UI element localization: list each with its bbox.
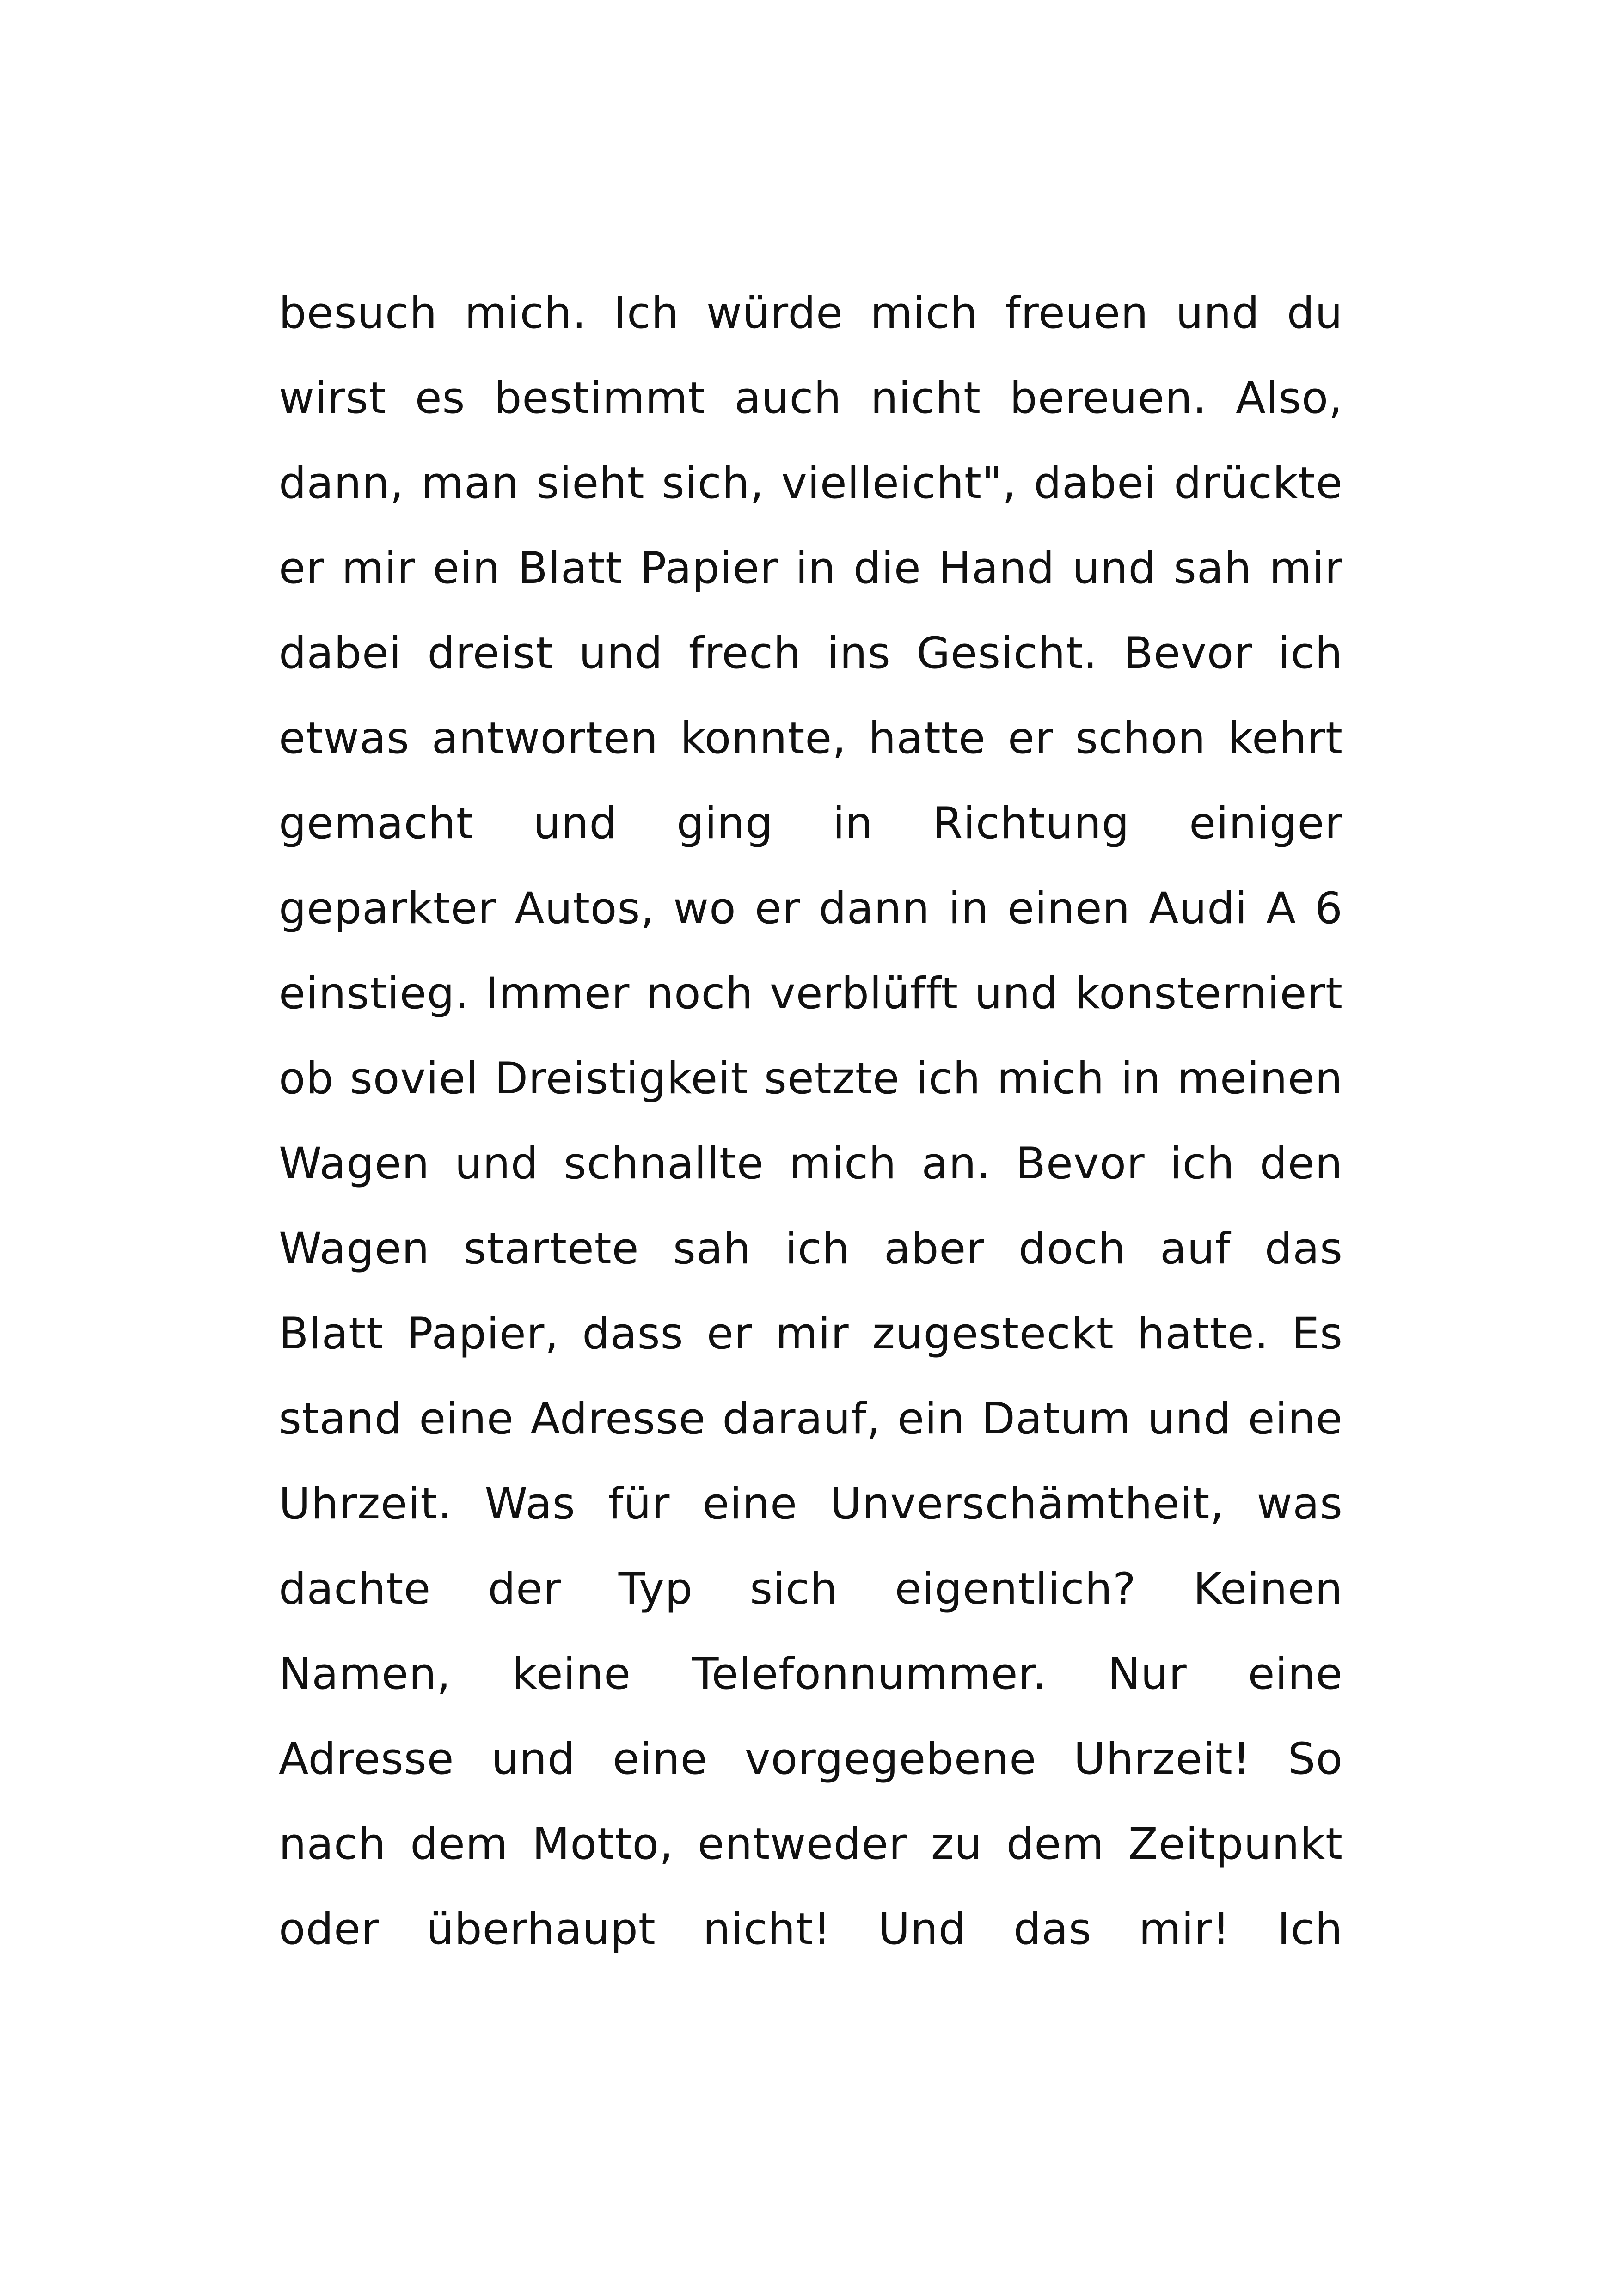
text-line: gemacht und ging in Richtung einiger: [279, 798, 1343, 849]
text-line: Wagen und schnallte mich an. Bevor ich den: [279, 1139, 1343, 1189]
text-line: ob soviel Dreistigkeit setzte ich mich in meinen: [279, 1053, 1343, 1104]
text-line: einstieg. Immer noch verblüfft und konsterniert: [279, 968, 1343, 1019]
text-line: etwas antworten konnte, hatte er schon kehrt: [279, 713, 1343, 764]
text-line: wirst es bestimmt auch nicht bereuen. Also,: [279, 373, 1343, 423]
text-line: Namen, keine Telefonnummer. Nur eine: [279, 1649, 1343, 1699]
text-line: er mir ein Blatt Papier in die Hand und sah mir: [279, 543, 1343, 594]
text-line: dabei dreist und frech ins Gesicht. Bevor ich: [279, 628, 1343, 679]
text-line: dann, man sieht sich, vielleicht", dabei drückte: [279, 458, 1343, 508]
text-line: Adresse und eine vorgegebene Uhrzeit! So: [279, 1734, 1343, 1784]
text-line: Blatt Papier, dass er mir zugesteckt hatte. Es: [279, 1309, 1343, 1359]
text-line: nach dem Motto, entweder zu dem Zeitpunkt: [279, 1819, 1343, 1869]
text-line: Wagen startete sah ich aber doch auf das: [279, 1224, 1343, 1274]
body-text: [279, 283, 1343, 1984]
text-line: besuch mich. Ich würde mich freuen und du: [279, 288, 1343, 338]
text-line: stand eine Adresse darauf, ein Datum und eine: [279, 1394, 1343, 1444]
text-line: dachte der Typ sich eigentlich? Keinen: [279, 1564, 1343, 1614]
text-line: oder überhaupt nicht! Und das mir! Ich: [279, 1904, 1343, 1954]
text-line: Uhrzeit. Was für eine Unverschämtheit, was: [279, 1479, 1343, 1529]
text-line: geparkter Autos, wo er dann in einen Audi A 6: [279, 883, 1343, 934]
